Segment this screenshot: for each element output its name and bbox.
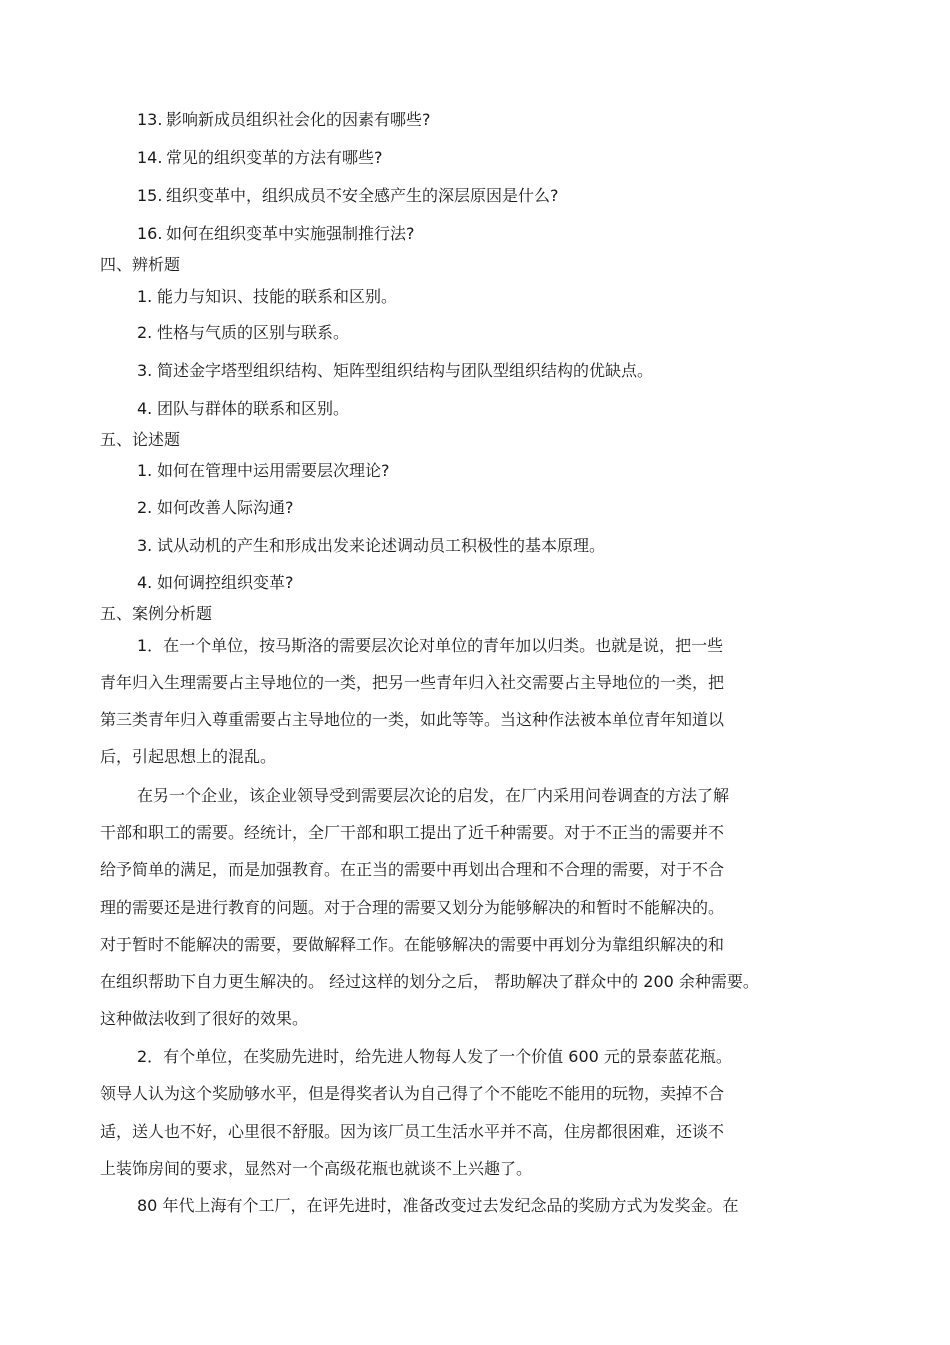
question-15 [137,186,559,206]
case1-line: 1．在一个单位，按马斯洛的需要层次论对单位的青年加以归类。也就是说，把一些 [137,636,724,655]
section-heading-case: 五、案例分析题 [100,604,213,623]
essay-item-3 [137,536,605,556]
case1b-line: 这种做法收到了很好的效果。 [100,1009,309,1028]
question-text: 如何在管理中运用需要层次理论? [157,461,390,480]
analysis-item-2 [137,323,349,343]
question-number: 4. [137,399,153,418]
question-text: 组织变革中，组织成员不安全感产生的深层原因是什么? [166,186,559,205]
case1b-line: 给予简单的满足，而是加强教育。在正当的需要中再划出合理和不合理的需要，对于不合 [100,860,725,879]
question-number: 14. [137,148,163,167]
question-number: 4. [137,573,153,592]
question-number: 2. [137,323,153,342]
case1-line: 青年归入生理需要占主导地位的一类，把另一些青年归入社交需要占主导地位的一类，把 [100,673,725,692]
question-number: 15. [137,186,163,205]
question-text: 简述金字塔型组织结构、矩阵型组织结构与团队型组织结构的优缺点。 [157,361,654,380]
case1b-line: 在组织帮助下自力更生解决的。 经过这样的划分之后， 帮助解决了群众中的 200 余种需要。 [100,972,759,991]
question-text: 团队与群体的联系和区别。 [157,399,350,418]
question-number: 3. [137,536,153,555]
question-16 [137,224,415,244]
question-13 [137,110,431,130]
question-text: 能力与知识、技能的联系和区别。 [157,287,398,306]
essay-item-2 [137,498,294,518]
analysis-item-4 [137,399,349,419]
case2-line: 领导人认为这个奖励够水平，但是得奖者认为自己得了个不能吃不能用的玩物，卖掉不合 [100,1084,725,1103]
question-text: 常见的组织变革的方法有哪些? [166,148,383,167]
question-number: 1. [137,287,153,306]
question-number: 1. [137,461,153,480]
question-text: 如何在组织变革中实施强制推行法? [166,224,415,243]
question-number: 16. [137,224,163,243]
question-number: 13. [137,110,163,129]
case1b-line: 在另一个企业，该企业领导受到需要层次论的启发，在厂内采用问卷调查的方法了解 [137,786,730,805]
section-heading-analysis: 四、辨析题 [100,255,181,274]
question-text: 如何改善人际沟通? [157,498,294,517]
case2-line: 适，送人也不好，心里很不舒服。因为该厂员工生活水平并不高，住房都很困难，还谈不 [100,1122,725,1141]
question-text: 影响新成员组织社会化的因素有哪些? [166,110,431,129]
question-14 [137,148,383,168]
analysis-item-3 [137,361,653,381]
analysis-item-1 [137,287,397,307]
case2-line: 2．有个单位，在奖励先进时，给先进人物每人发了一个价值 600 元的景泰蓝花瓶。 [137,1047,732,1066]
question-number: 2. [137,498,153,517]
case1b-line: 对于暂时不能解决的需要，要做解释工作。在能够解决的需要中再划分为靠组织解决的和 [100,935,725,954]
question-text: 试从动机的产生和形成出发来论述调动员工积极性的基本原理。 [157,536,606,555]
essay-item-1 [137,461,390,481]
question-text: 如何调控组织变革? [157,573,294,592]
question-number: 3. [137,361,153,380]
section-heading-essay: 五、论述题 [100,430,181,449]
case2b-line: 80 年代上海有个工厂，在评先进时，准备改变过去发纪念品的奖励方式为发奖金。在 [137,1196,739,1215]
case2-line: 上装饰房间的要求，显然对一个高级花瓶也就谈不上兴趣了。 [100,1159,533,1178]
essay-item-4 [137,573,294,593]
case1b-line: 干部和职工的需要。经统计，全厂干部和职工提出了近千种需要。对于不正当的需要并不 [100,823,725,842]
question-text: 性格与气质的区别与联系。 [157,323,350,342]
case1-line: 第三类青年归入尊重需要占主导地位的一类，如此等等。当这种作法被本单位青年知道以 [100,710,725,729]
case1-line: 后，引起思想上的混乱。 [100,747,277,766]
case1b-line: 理的需要还是进行教育的问题。对于合理的需要又划分为能够解决的和暂时不能解决的。 [100,898,725,917]
